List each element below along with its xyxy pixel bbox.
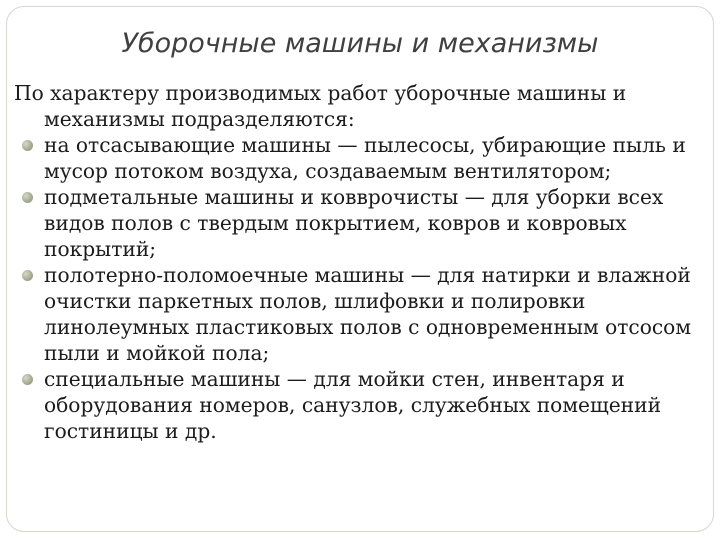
bullet-text: полотерно-поломоечные машины — для натирки и влажной очистки паркетных полов, шлифовки и полировки линолеумных пластиковых полов с одновременным отсосом пыли и мойкой пола; (44, 263, 692, 365)
bullet-text: подметальные машины и ковврочисты — для уборки всех видов полов с твердым покрытием, ковров и ковровых покрытий; (44, 185, 664, 261)
bullet-item-vacuum (14, 132, 704, 184)
bullet-dot-icon (22, 192, 33, 203)
bullet-item-sweeping (14, 184, 704, 262)
slide-content (14, 80, 704, 444)
slide-title: Уборочные машины и механизмы (121, 28, 599, 59)
bullet-dot-icon (22, 374, 33, 385)
bullet-item-special (14, 366, 704, 444)
bullet-list (14, 132, 704, 444)
bullet-item-polishing (14, 262, 704, 366)
bullet-dot-icon (22, 140, 33, 151)
bullet-text: специальные машины — для мойки стен, инвентаря и оборудования номеров, санузлов, служебных помещений гостиницы и др. (44, 367, 662, 443)
intro-text: По характеру производимых работ уборочные машины и механизмы подразделяются: (14, 81, 627, 131)
bullet-dot-icon (22, 270, 33, 281)
bullet-text: на отсасывающие машины — пылесосы, убирающие пыль и мусор потоком воздуха, создаваемым вентилятором; (44, 133, 686, 183)
